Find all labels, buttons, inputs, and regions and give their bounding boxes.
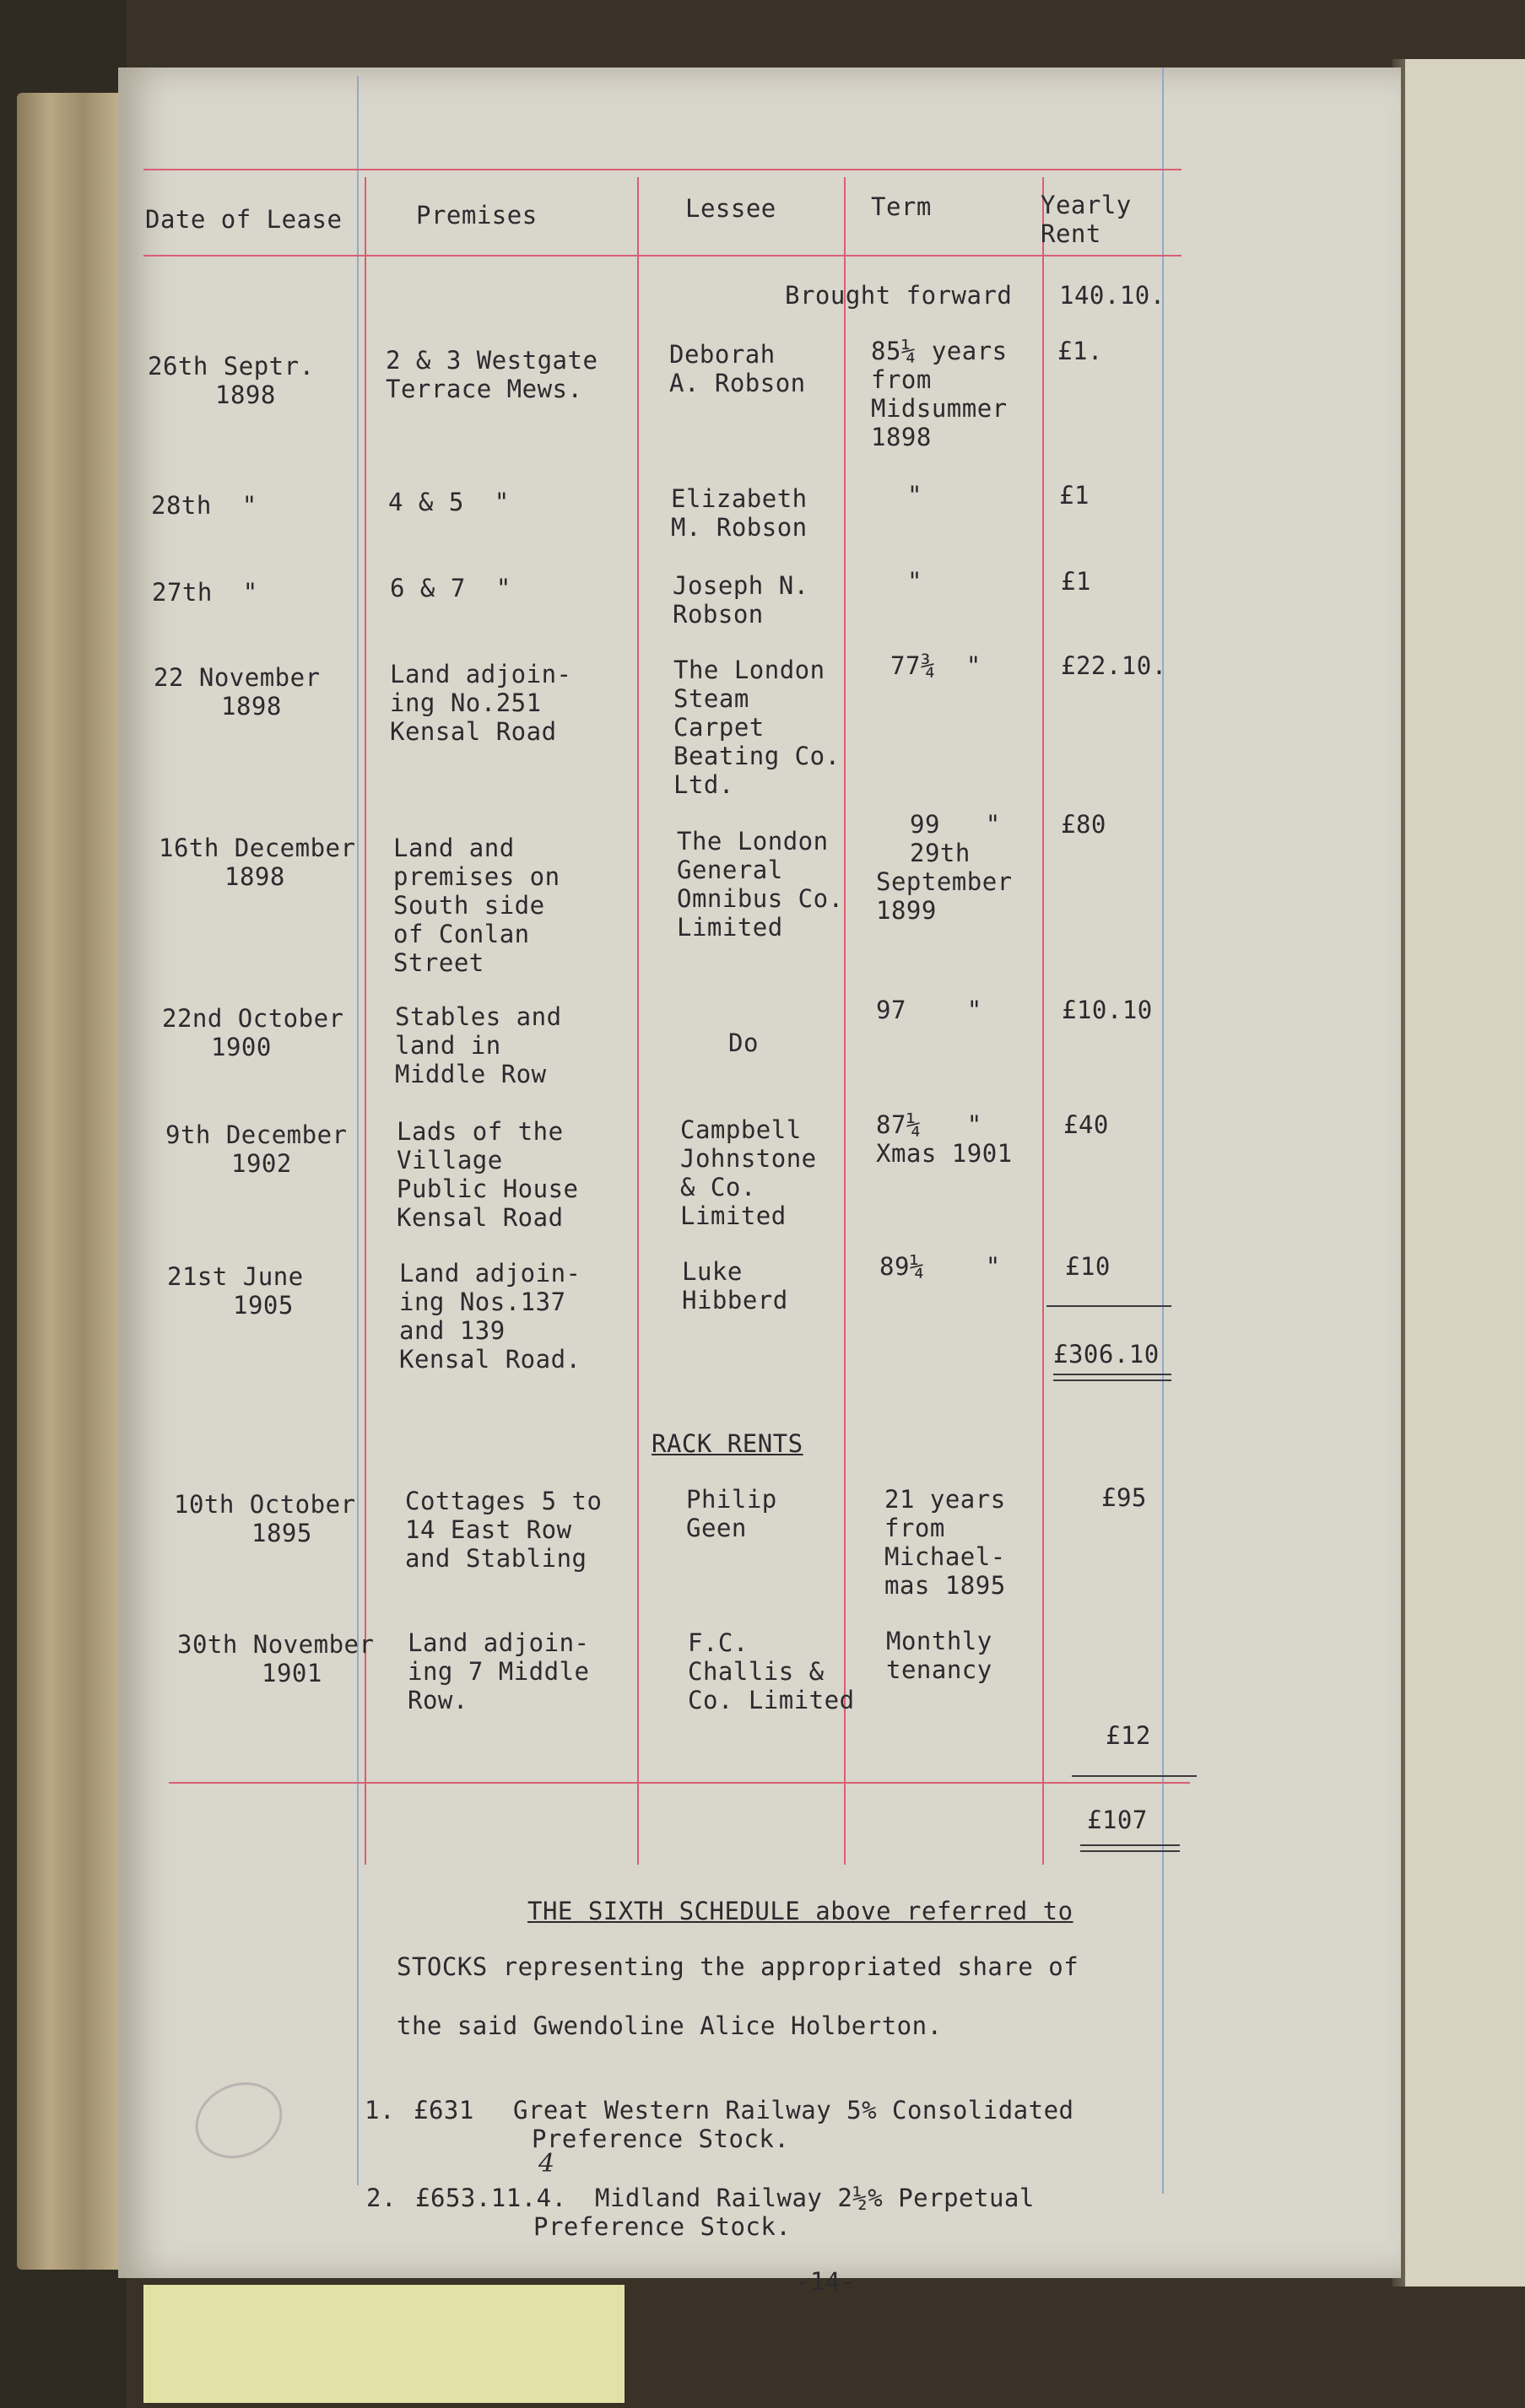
term-line: September	[876, 867, 1013, 896]
premises-line: ing No.251	[390, 688, 542, 717]
premises-line: and Stabling	[405, 1544, 587, 1573]
premises-line: Middle Row	[395, 1060, 547, 1088]
lessee-line: F.C.	[688, 1628, 749, 1657]
premises-line: 6 & 7 "	[390, 574, 511, 602]
rack-total: £107	[1087, 1806, 1148, 1834]
header-bottom-rule	[143, 255, 1182, 256]
premises-line: premises on	[393, 862, 560, 891]
premises-line: land in	[395, 1031, 501, 1060]
rent-value: £1	[1061, 567, 1091, 596]
term-line: 1898	[871, 423, 932, 451]
rack-total-double-rule-2	[1080, 1850, 1180, 1852]
date-line: 22 November	[154, 663, 321, 692]
page-number: -14-	[795, 2267, 856, 2296]
margin-rule-left	[357, 76, 359, 2185]
total-double-rule-1	[1053, 1374, 1171, 1375]
item-description: Midland Railway 2½% Perpetual	[595, 2184, 1035, 2212]
lessee-line: Campbell	[680, 1115, 802, 1144]
lessee-line: & Co.	[680, 1173, 756, 1201]
date-line: 1901	[262, 1659, 322, 1687]
lessee-line: Do	[728, 1029, 759, 1057]
premises-line: Land adjoin-	[390, 660, 572, 688]
lessee-line: The London	[673, 656, 825, 684]
margin-rule-right	[1162, 67, 1164, 2194]
page-edges	[17, 93, 127, 2270]
premises-line: and 139	[399, 1316, 506, 1345]
lessee-line: General	[677, 856, 783, 884]
premises-line: Street	[393, 948, 484, 977]
term-line: "	[907, 481, 922, 510]
subtotal-rule	[1046, 1305, 1171, 1307]
lessee-line: Robson	[673, 600, 764, 629]
premises-line: Stables and	[395, 1002, 562, 1031]
facing-page	[1405, 59, 1525, 2287]
lessee-line: The London	[677, 827, 829, 856]
header-term: Term	[871, 192, 932, 221]
lessee-line: Beating Co.	[673, 742, 841, 770]
premises-line: Kensal Road	[397, 1203, 564, 1232]
term-line: 99 "	[910, 810, 1001, 839]
lessee-line: Hibberd	[682, 1286, 788, 1315]
schedule-title: THE SIXTH SCHEDULE above referred to	[527, 1897, 1073, 1925]
lessee-line: Steam	[673, 684, 749, 713]
term-line: 97 "	[876, 996, 982, 1024]
premises-line: Kensal Road	[390, 717, 557, 746]
header-rent-1: Yearly	[1041, 191, 1132, 219]
premises-line: Public House	[397, 1174, 579, 1203]
header-premises: Premises	[416, 201, 538, 229]
lessee-line: Challis &	[688, 1657, 825, 1686]
date-line: 21st June	[167, 1262, 304, 1291]
lessee-line: Johnstone	[680, 1144, 817, 1173]
term-line: tenancy	[886, 1655, 992, 1684]
lessee-line: Limited	[680, 1201, 787, 1230]
premises-line: Village	[397, 1146, 503, 1174]
premises-line: 4 & 5 "	[388, 488, 510, 516]
premises-line: 2 & 3 Westgate	[386, 346, 598, 375]
lessee-line: Joseph N.	[673, 571, 809, 600]
term-line: Midsummer	[871, 394, 1008, 423]
lessee-line: Co. Limited	[688, 1686, 855, 1714]
lessee-line: Elizabeth	[671, 484, 808, 513]
rent-value: £10.10	[1062, 996, 1153, 1024]
term-line: Michael-	[884, 1542, 1006, 1571]
item-number: 2.	[366, 2184, 397, 2212]
schedule-line-2: the said Gwendoline Alice Holberton.	[397, 2011, 943, 2040]
date-line: 26th Septr.	[148, 352, 315, 381]
premises-line: Land adjoin-	[408, 1628, 590, 1657]
date-line: 1902	[231, 1149, 292, 1178]
term-line: 87¼ "	[876, 1110, 982, 1139]
premises-line: Land adjoin-	[399, 1259, 581, 1288]
rent-value: £95	[1101, 1483, 1147, 1512]
premises-line: ing 7 Middle	[408, 1657, 590, 1686]
total-double-rule-2	[1053, 1379, 1171, 1381]
rent-value: £1	[1059, 481, 1090, 510]
rent-value: £10	[1065, 1252, 1111, 1281]
lessee-line: Ltd.	[673, 770, 734, 799]
lessee-line: Omnibus Co.	[677, 884, 844, 913]
column-rule-lessee	[844, 177, 846, 1865]
term-line: Xmas 1901	[876, 1139, 1013, 1168]
date-line: 9th December	[165, 1120, 348, 1149]
lessee-line: Geen	[686, 1514, 747, 1542]
brought-forward-amount: 140.10.	[1059, 281, 1165, 310]
item-description: Great Western Railway 5% Consolidated	[513, 2096, 1074, 2125]
premises-line: Land and	[393, 834, 515, 862]
column-rule-term	[1042, 177, 1044, 1865]
header-date: Date of Lease	[145, 205, 343, 234]
rack-subtotal-rule	[1072, 1775, 1197, 1777]
premises-line: ing Nos.137	[399, 1288, 566, 1316]
header-rent-2: Rent	[1041, 219, 1101, 248]
rent-value: £12	[1106, 1721, 1151, 1750]
date-line: 1898	[221, 692, 282, 721]
term-line: mas 1895	[884, 1571, 1006, 1600]
item-amount: £631	[414, 2096, 474, 2125]
premises-line: Kensal Road.	[399, 1345, 581, 1374]
lessee-line: Limited	[677, 913, 783, 942]
header-lessee: Lessee	[685, 194, 776, 223]
premises-line: Row.	[408, 1686, 468, 1714]
date-line: 1898	[224, 862, 285, 891]
term-line: from	[871, 365, 932, 394]
term-line: "	[907, 567, 922, 596]
header-top-rule	[143, 169, 1182, 170]
item-description: Preference Stock.	[533, 2212, 792, 2241]
premises-line: 14 East Row	[405, 1515, 572, 1544]
lessee-line: M. Robson	[671, 513, 808, 542]
term-line: 1899	[876, 896, 937, 925]
lessee-line: Philip	[686, 1485, 777, 1514]
item-amount: £653.11.4.	[415, 2184, 567, 2212]
ledger-page	[118, 67, 1401, 2296]
date-line: 1898	[215, 381, 276, 409]
rent-value: £22.10.	[1061, 651, 1167, 680]
lessee-line: Deborah	[669, 340, 776, 369]
column-rule-date	[365, 177, 366, 1865]
table-bottom-rule	[169, 1782, 1190, 1784]
item-description: Preference Stock.	[532, 2125, 790, 2153]
premises-line: of Conlan	[393, 920, 530, 948]
lessee-line: Carpet	[673, 713, 765, 742]
brought-forward-label: Brought forward	[785, 281, 1013, 310]
rent-value: £80	[1061, 810, 1106, 839]
term-line: 29th	[910, 839, 971, 867]
rent-value: £1.	[1057, 337, 1103, 365]
term-line: Monthly	[886, 1627, 992, 1655]
rack-rents-title: RACK RENTS	[652, 1429, 803, 1458]
date-line: 10th October	[174, 1490, 356, 1519]
date-line: 30th November	[177, 1630, 375, 1659]
term-line: 21 years	[884, 1485, 1006, 1514]
premises-line: Terrace Mews.	[386, 375, 583, 403]
premises-line: South side	[393, 891, 545, 920]
lease-total: £306.10	[1053, 1340, 1160, 1369]
date-line: 1895	[251, 1519, 312, 1547]
schedule-line-1: STOCKS representing the appropriated share of	[397, 1952, 1079, 1981]
premises-line: Lads of the	[397, 1117, 564, 1146]
rack-total-double-rule-1	[1080, 1844, 1180, 1846]
date-line: 27th "	[152, 578, 258, 607]
term-line: 85¼ years	[871, 337, 1008, 365]
date-line: 16th December	[159, 834, 356, 862]
handwritten-correction: 4	[538, 2149, 555, 2179]
date-line: 1905	[233, 1291, 294, 1320]
date-line: 1900	[211, 1033, 272, 1061]
term-line: 77¾ "	[890, 651, 982, 680]
lessee-line: A. Robson	[669, 369, 806, 397]
date-line: 28th "	[151, 491, 257, 520]
term-line: 89¼ "	[879, 1252, 1001, 1281]
column-rule-premises	[637, 177, 639, 1865]
premises-line: Cottages 5 to	[405, 1487, 603, 1515]
date-line: 22nd October	[162, 1004, 344, 1033]
rent-value: £40	[1063, 1110, 1109, 1139]
term-line: from	[884, 1514, 945, 1542]
item-number: 1.	[365, 2096, 395, 2125]
lessee-line: Luke	[682, 1257, 743, 1286]
paper-slip	[143, 2285, 625, 2403]
